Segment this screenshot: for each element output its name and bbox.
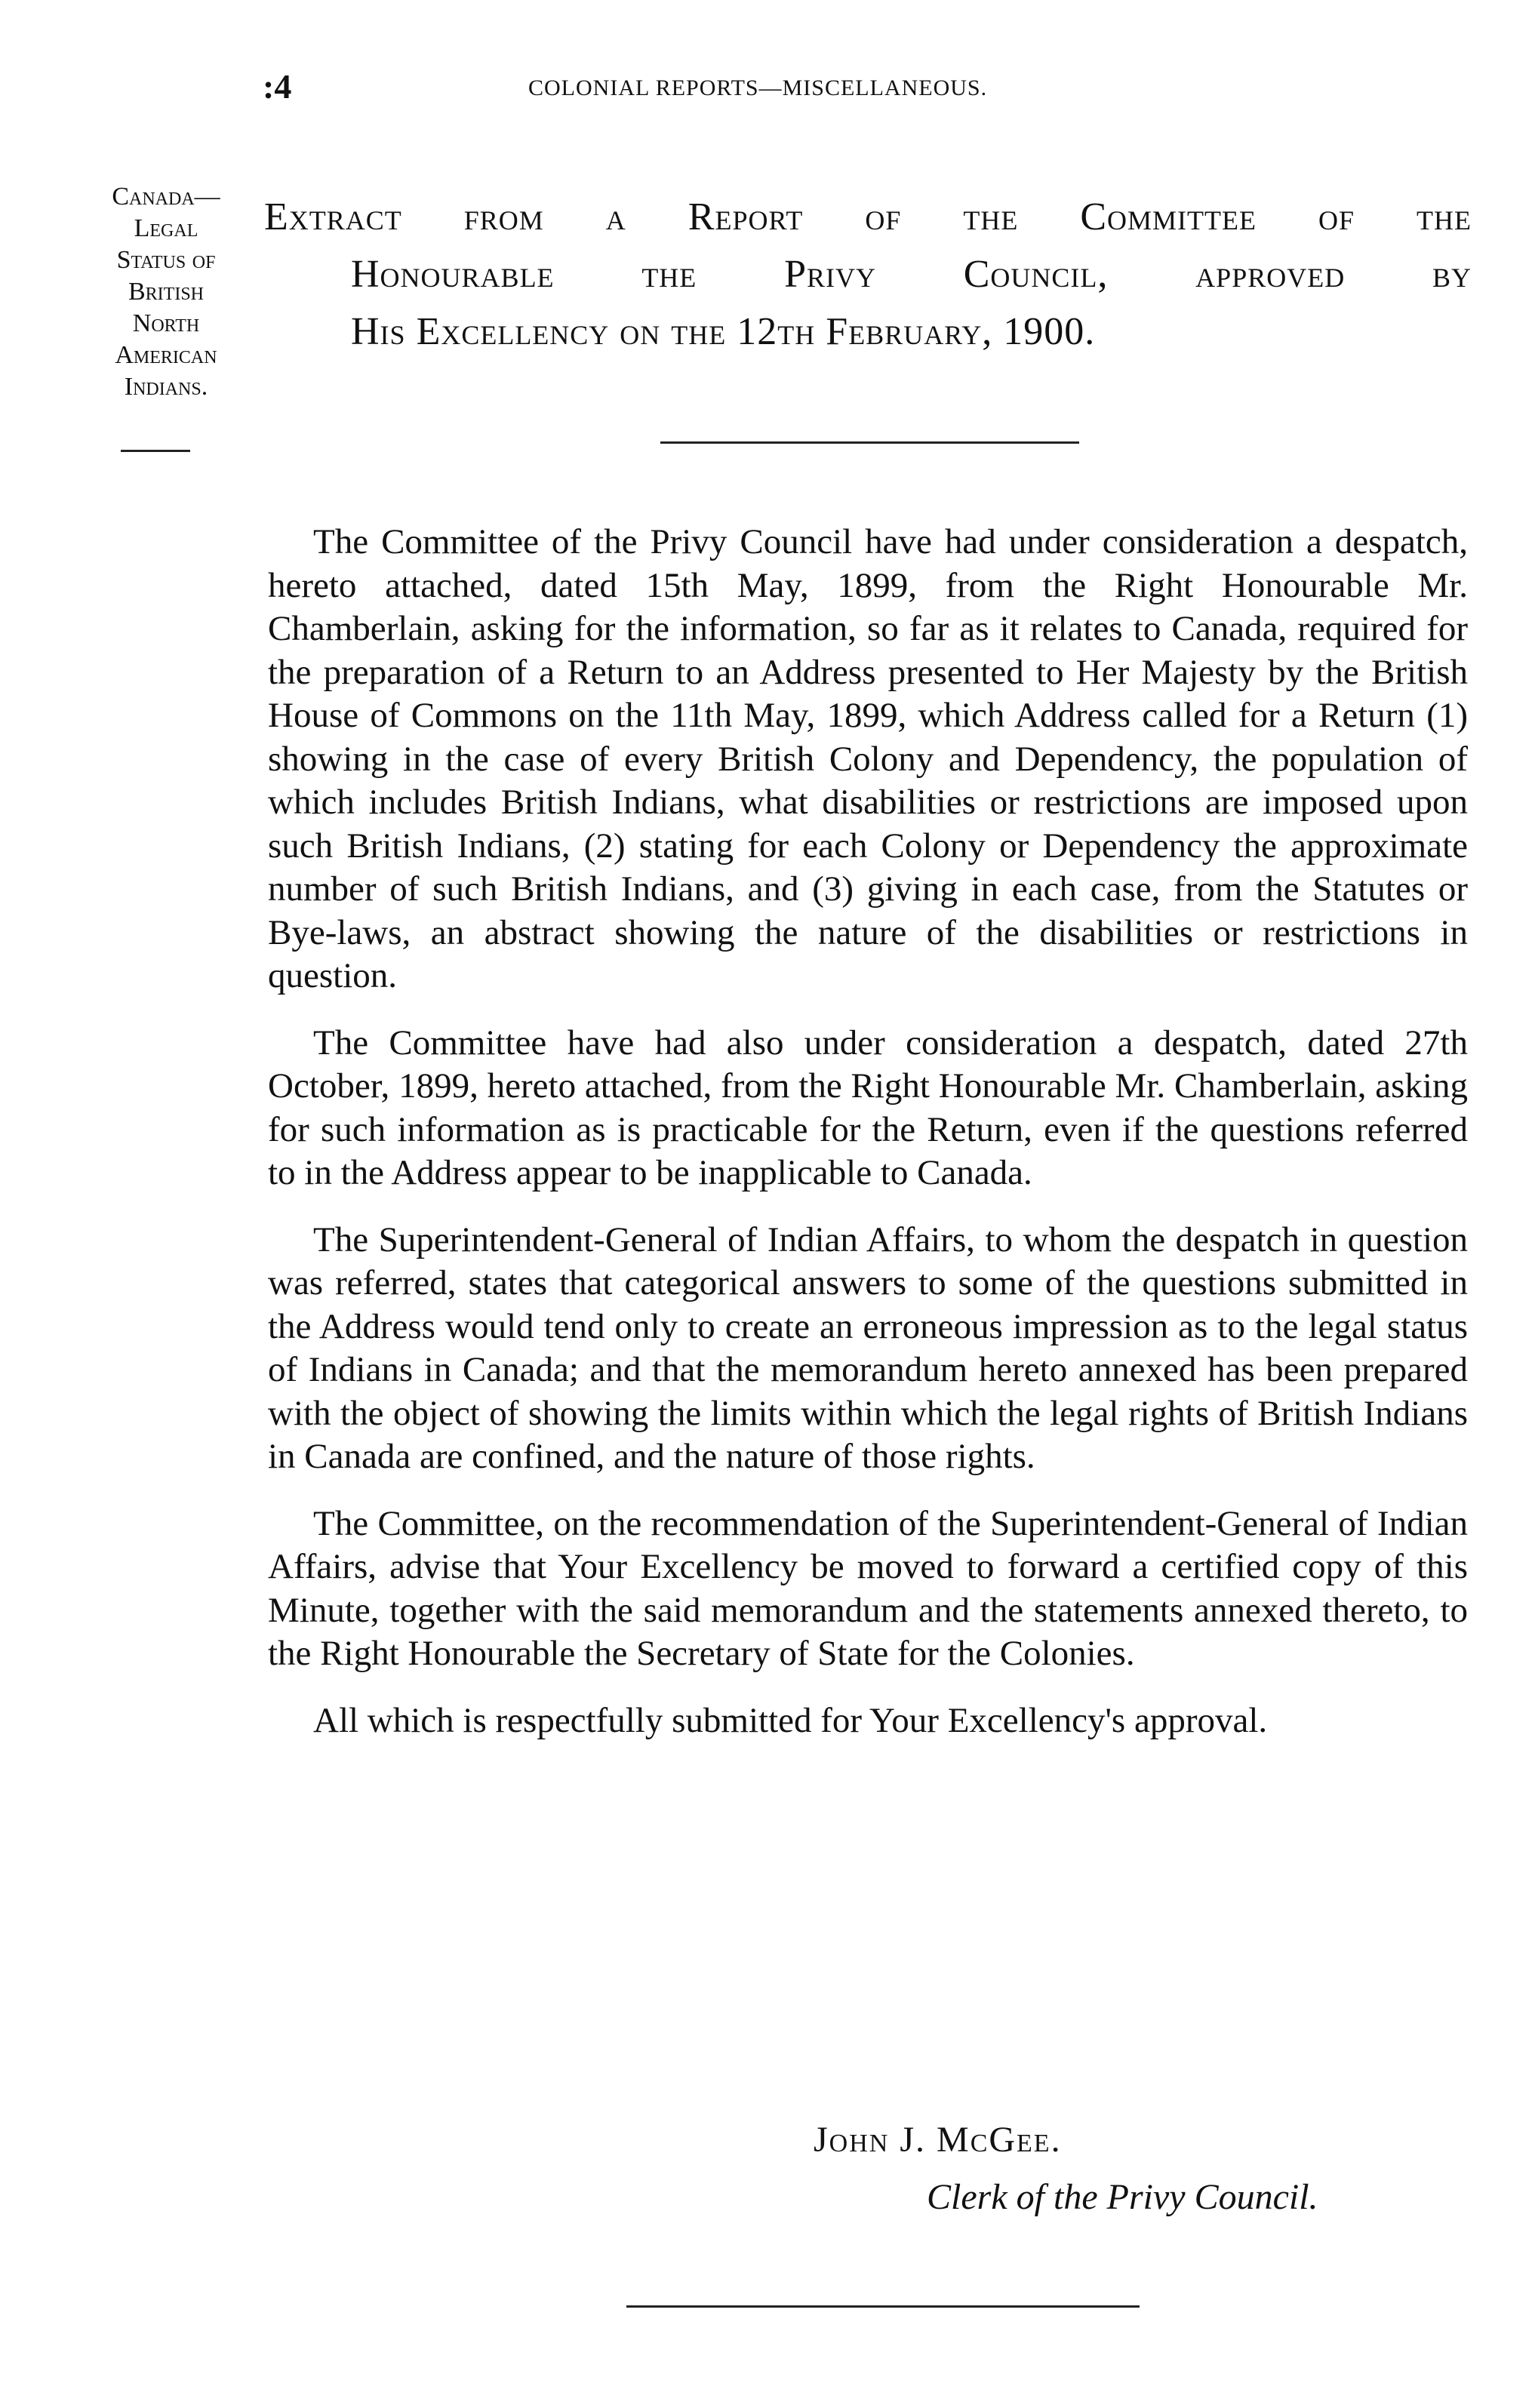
- sidenote-line: Indians.: [124, 373, 208, 401]
- heading-line: Extract from a Report of the Committee of the: [264, 195, 1472, 238]
- heading-line: Honourable the Privy Council, approved by: [351, 253, 1472, 296]
- bottom-rule: [626, 2305, 1140, 2308]
- paragraph: The Committee of the Privy Council have had under consideration a despatch, hereto attached, dated 15th May, 1899, from the Right Honourable Mr. Chamberlain, asking for the information, so far as it relates to Canada, required for the preparation of a Return to an Address presented to Her Majesty by the British House of Commons on the 11th May, 1899, which Address called for a Return (1) showing in the case of every British Colony and Dependency, the population of which includes British Indians, what disabilities or restrictions are imposed upon such British Indians, (2) stating for each Colony or Dependency the approximate number of such British Indians, and (3) giving in each case, from the Statutes or Bye-laws, an abstract showing the nature of the disabilities or restrictions in question.: [268, 522, 1468, 995]
- body-text: [268, 521, 1468, 1766]
- heading-rule: [660, 441, 1079, 444]
- sidenote-line: American: [115, 341, 217, 369]
- sidenote-line: North: [132, 309, 200, 337]
- heading-line: His Excellency on the 12th February, 1900.: [351, 310, 1096, 353]
- signature-title: Clerk of the Privy Council.: [927, 2177, 1318, 2217]
- page-number: :4: [263, 67, 292, 106]
- sidenote-rule: [121, 450, 190, 452]
- sidenote-line: Status of: [116, 246, 216, 274]
- paragraph: The Committee have had also under consideration a despatch, dated 27th October, 1899, hereto attached, from the Right Honourable Mr. Chamberlain, asking for such information as is practicable for the Return, even if the questions referred to in the Address appear to be inapplicable to Canada.: [268, 1023, 1468, 1192]
- running-head-title: COLONIAL REPORTS—MISCELLANEOUS.: [528, 75, 988, 100]
- sidenote-line: British: [128, 278, 204, 306]
- sidenote-line: Legal: [134, 214, 198, 242]
- document-heading: [264, 189, 1472, 361]
- signature-name: John J. McGee.: [814, 2120, 1062, 2160]
- sidenote-line: Canada—: [112, 183, 220, 211]
- paragraph: The Committee, on the recommendation of the Superintendent-General of Indian Affairs, advise that Your Excellency be moved to forward a certified copy of this Minute, together with the said memorandum and the statements annexed thereto, to the Right Honourable the Secretary of State for the Colonies.: [268, 1503, 1468, 1673]
- paragraph: The Superintendent-General of Indian Affairs, to whom the despatch in question was referred, states that categorical answers to some of the questions submitted in the Address would tend only to create an erroneous impression as to the legal status of Indians in Canada; and that the memorandum hereto annexed has been prepared with the object of showing the limits within which the legal rights of British Indians in Canada are confined, and the nature of those rights.: [268, 1219, 1468, 1476]
- sidenote: [68, 181, 264, 403]
- paragraph: All which is respectfully submitted for Your Excellency's approval.: [313, 1700, 1268, 1740]
